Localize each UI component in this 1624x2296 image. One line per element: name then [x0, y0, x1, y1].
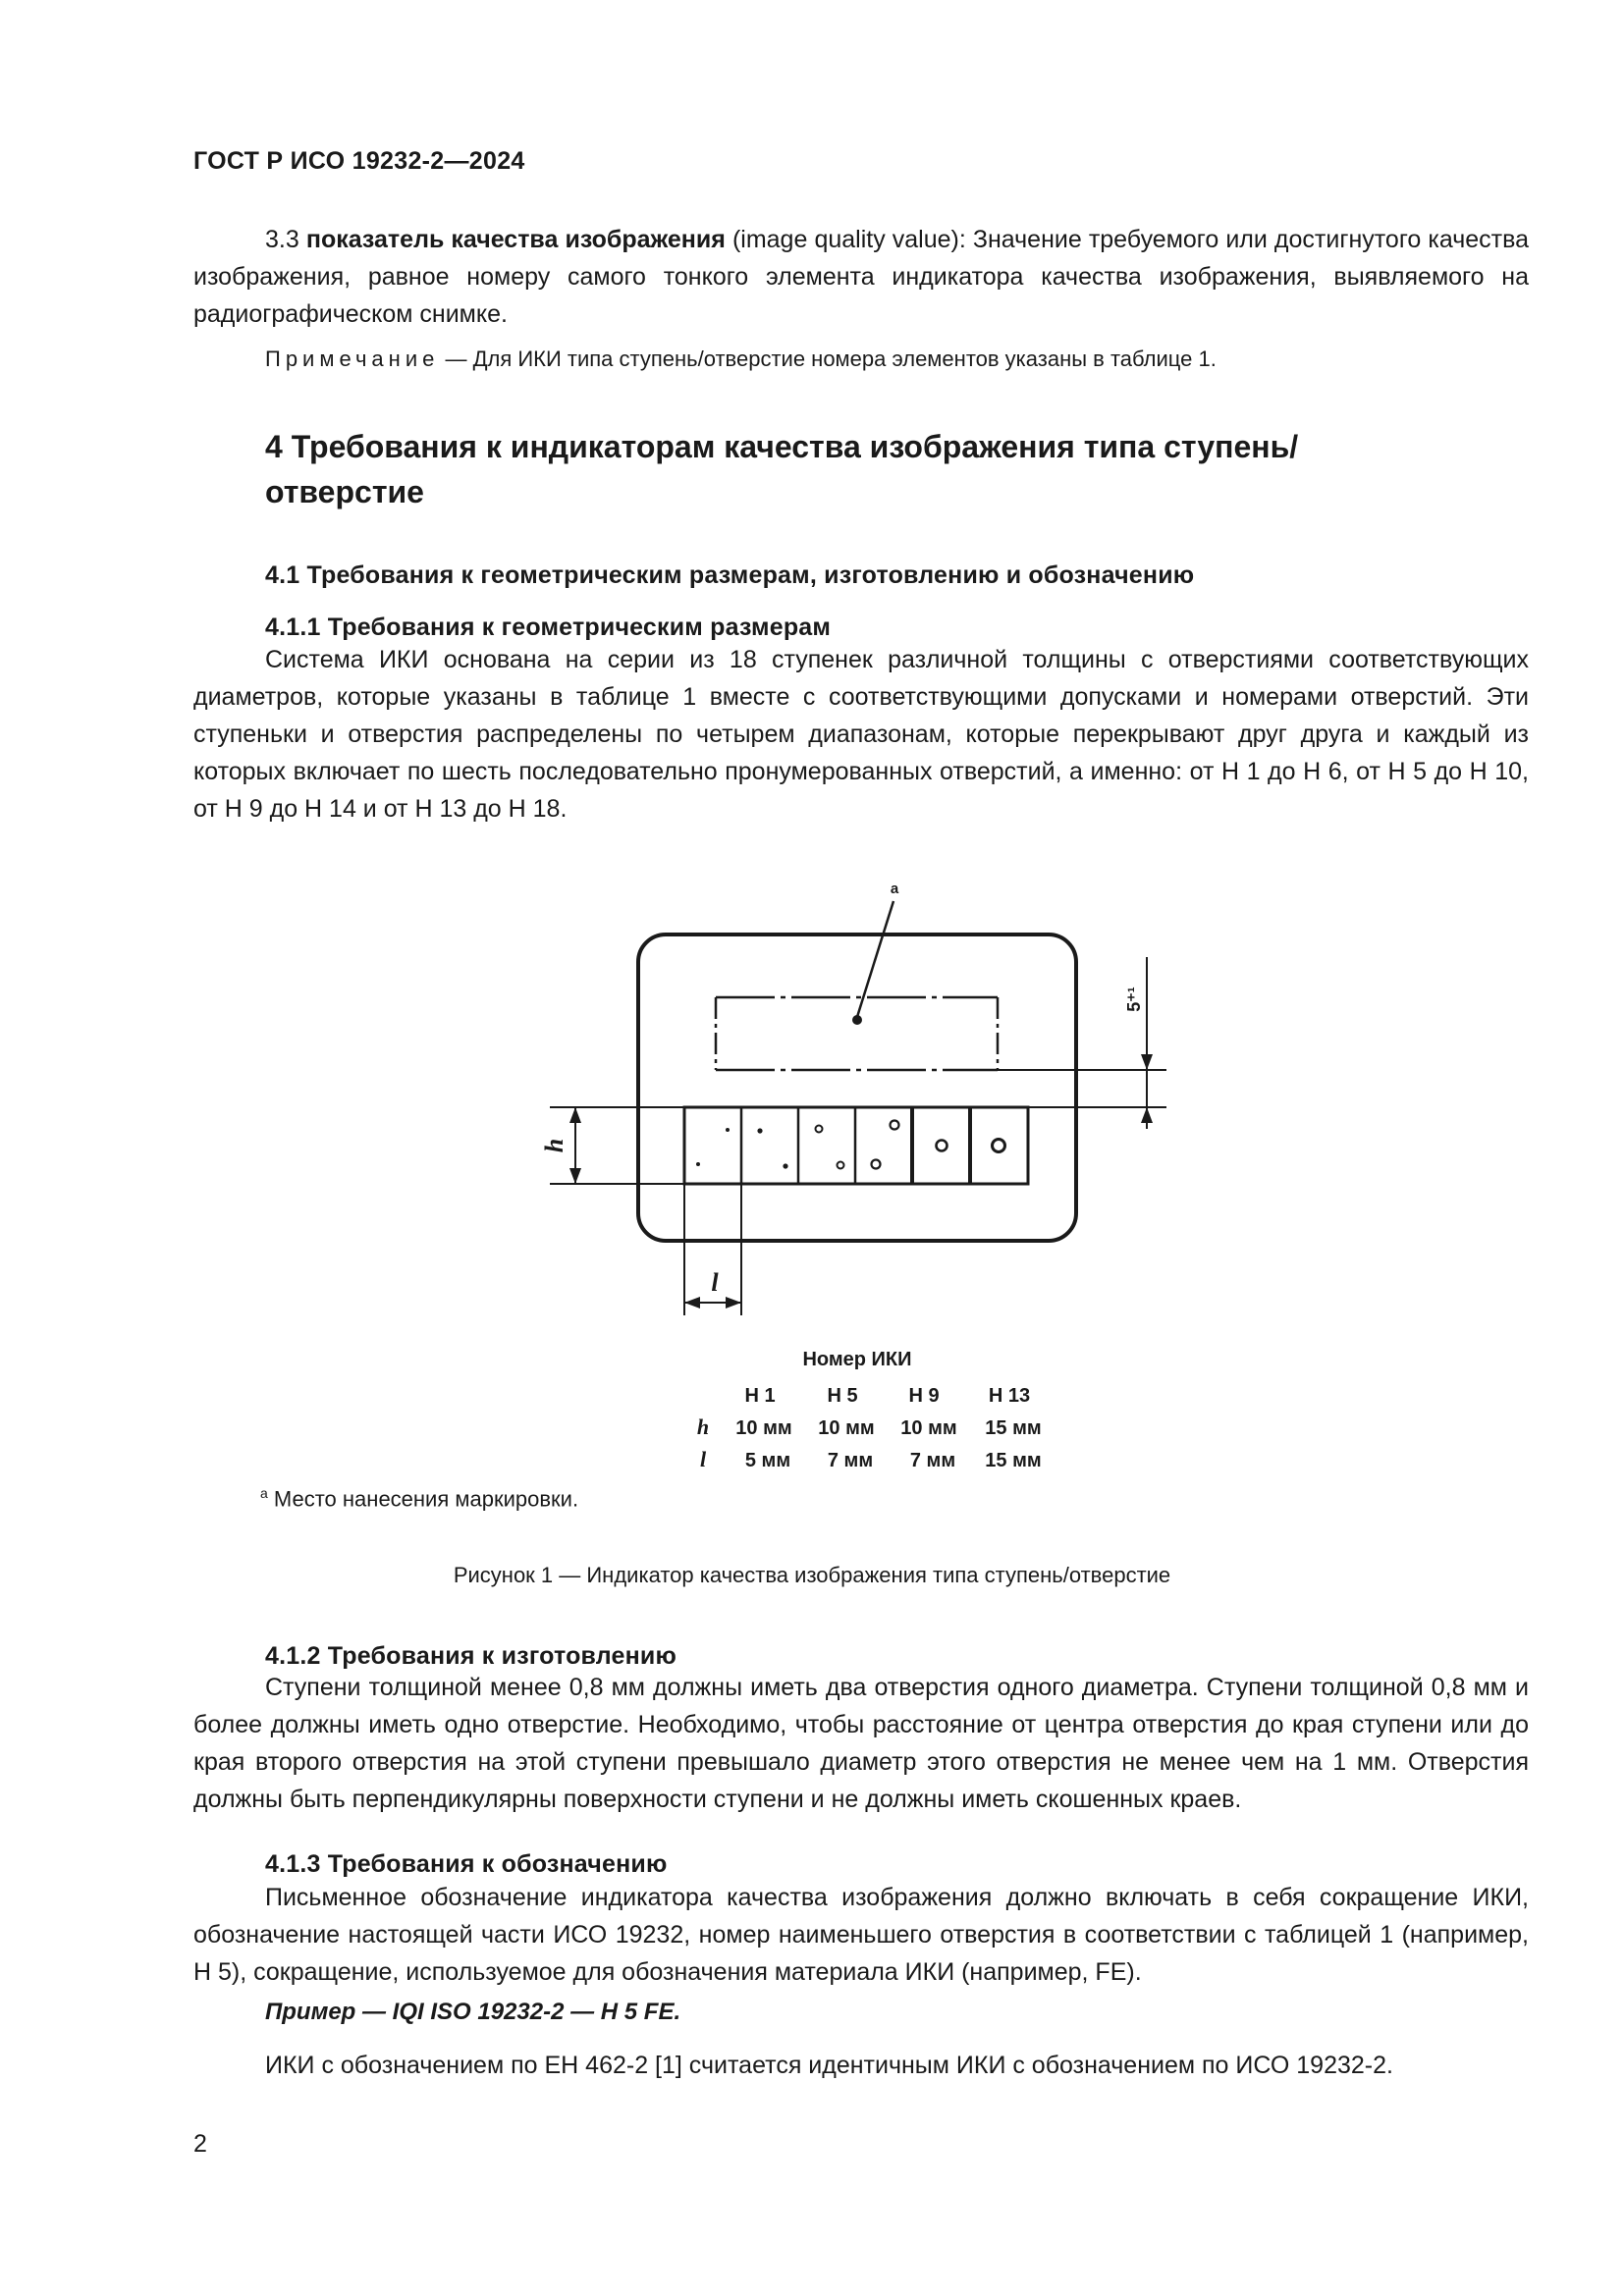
section-4-1-2-heading: 4.1.2 Требования к изготовлению: [265, 1642, 677, 1670]
section-4-1-1-heading: 4.1.1 Требования к геометрическим размерам: [265, 614, 832, 641]
note-text: — Для ИКИ типа ступень/отверстие номера элементов указаны в таблице 1.: [445, 347, 1217, 371]
term: показатель качества изображения: [305, 226, 726, 253]
figure-footnote: [260, 1485, 578, 1512]
example: Пример — IQI ISO 19232-2 — H 5 FE.: [265, 1999, 681, 2025]
cell: 10 мм: [735, 1417, 792, 1439]
dim-h-label: h: [540, 1138, 568, 1153]
leader-a: [857, 901, 893, 1017]
paragraph-4-1-1: Система ИКИ основана на серии из 18 ступенек различной толщины с отверстиями соответствующих диаметров, которые указаны в таблице 1 вместе с соответствующими допусками и номерами отверстий. Эти ступеньки и отверстия распределены по четырем диапазонам, которые перекрывают друг друга и каждый из которых включает по шесть последовательно пронумерованных отверстий, а именно: от Н 1 до Н 6, от Н 5 до Н 10, от Н 9 до Н 14 и от Н 13 до Н 18.: [193, 646, 1529, 823]
paragraph-4-1-3-b: ИКИ с обозначением по ЕН 462-2 [1] считается идентичным ИКИ с обозначением по ИСО 19232-2.: [265, 2052, 1393, 2079]
section-4-1-heading: 4.1 Требования к геометрическим размерам, изготовлению и обозначению: [265, 561, 1195, 589]
cell: 15 мм: [985, 1450, 1042, 1471]
col-header: H 9: [908, 1385, 940, 1407]
iqi-outline: [638, 934, 1076, 1241]
dim-l-label: l: [711, 1268, 719, 1297]
cell: 7 мм: [909, 1450, 956, 1471]
marking-area: [716, 997, 998, 1070]
section-4-1-3-heading: 4.1.3 Требования к обозначению: [265, 1850, 668, 1878]
figure-caption: Рисунок 1 — Индикатор качества изображения типа ступень/отверстие: [453, 1563, 1171, 1587]
footnote-text: Место нанесения маркировки.: [273, 1486, 579, 1512]
cell: 7 мм: [827, 1450, 874, 1471]
document-header: ГОСТ Р ИСО 19232-2—2024: [193, 147, 525, 175]
dim-5-label: 5⁺¹: [1124, 987, 1144, 1012]
footnote-mark: a: [260, 1485, 268, 1501]
row-label: l: [699, 1447, 707, 1471]
cell: 15 мм: [985, 1417, 1042, 1439]
note-label: Примечание: [265, 347, 440, 371]
paragraph-4-1-3: Письменное обозначение индикатора качества изображения должно включать в себя сокращение ИКИ, обозначение настоящей части ИСО 19232, номер наименьшего отверстия в соответствии с таблицей 1 (например, Н 5), сокращение, используемое для обозначения материала ИКИ (например, FE).: [193, 1884, 1529, 1986]
paragraph-4-1-2: Ступени толщиной менее 0,8 мм должны иметь два отверстия одного диаметра. Ступени толщиной 0,8 мм и более должны иметь одно отверстие. Необходимо, чтобы расстояние от центра отверстия до края ступени или до края второго отверстия на этой ступени превышало диаметр этого отверстия не менее чем на 1 мм. Отверстия должны быть перпендикулярны поверхности ступени и не должны иметь скошенных краев.: [193, 1674, 1529, 1813]
label-a: a: [890, 881, 899, 897]
arrowheads: [569, 1015, 1153, 1308]
cell: 10 мм: [818, 1417, 875, 1439]
page-number: 2: [193, 2130, 207, 2158]
row-label: h: [696, 1415, 710, 1439]
cell: 10 мм: [900, 1417, 957, 1439]
definition: (image quality value): Значение требуемого или достигнутого качества изображения, равное номеру самого тонкого элемента индикатора качества изображения, выявляемого на радиографическом снимке.: [193, 226, 1529, 328]
section-4-heading: 4 Требования к индикаторам качества изображения типа ступень/ отверстие: [265, 429, 1299, 509]
col-header: H 5: [827, 1385, 858, 1407]
clause-number: 3.3: [265, 226, 299, 253]
col-header: H 13: [988, 1385, 1031, 1407]
cell: 5 мм: [744, 1450, 791, 1471]
table-title: Номер ИКИ: [802, 1349, 912, 1370]
col-header: H 1: [744, 1385, 776, 1407]
